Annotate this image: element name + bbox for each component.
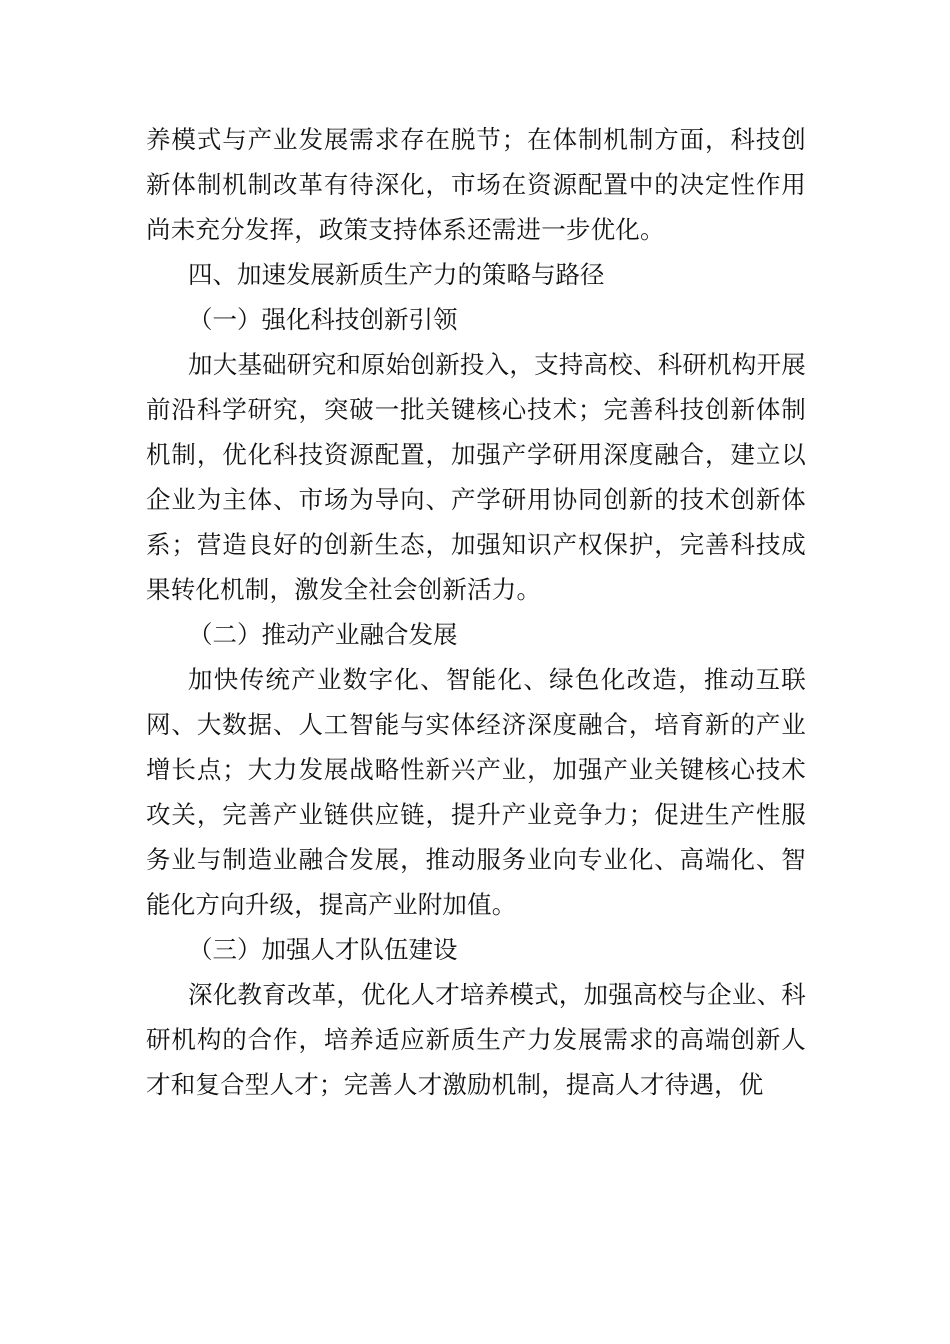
paragraph-continued: 养模式与产业发展需求存在脱节；在体制机制方面，科技创新体制机制改革有待深化，市场在资源配置中的决定性作用尚未充分发挥，政策支持体系还需进一步优化。 (146, 125, 806, 244)
paragraph-talent: 深化教育改革，优化人才培养模式，加强高校与企业、科研机构的合作，培养适应新质生产力发展需求的高端创新人才和复合型人才；完善人才激励机制，提高人才待遇，优 (146, 980, 806, 1099)
document-body (146, 117, 806, 1107)
paragraph-tech-innovation: 加大基础研究和原始创新投入，支持高校、科研机构开展前沿科学研究，突破一批关键核心技术；完善科技创新体制机制，优化科技资源配置，加强产学研用深度融合，建立以企业为主体、市场为导向、产学研用协同创新的技术创新体系；营造良好的创新生态，加强知识产权保护，完善科技成果转化机制，激发全社会创新活力。 (146, 350, 806, 604)
subsection-heading-2: （二）推动产业融合发展 (188, 620, 458, 649)
subsection-heading-3: （三）加强人才队伍建设 (188, 935, 458, 964)
paragraph-industry-integration: 加快传统产业数字化、智能化、绿色化改造，推动互联网、大数据、人工智能与实体经济深度融合，培育新的产业增长点；大力发展战略性新兴产业，加强产业关键核心技术攻关，完善产业链供应链，提升产业竞争力；促进生产性服务业与制造业融合发展，推动服务业向专业化、高端化、智能化方向升级，提高产业附加值。 (146, 665, 806, 919)
subsection-heading-1: （一）强化科技创新引领 (188, 305, 458, 334)
section-heading-4: 四、加速发展新质生产力的策略与路径 (188, 260, 605, 289)
